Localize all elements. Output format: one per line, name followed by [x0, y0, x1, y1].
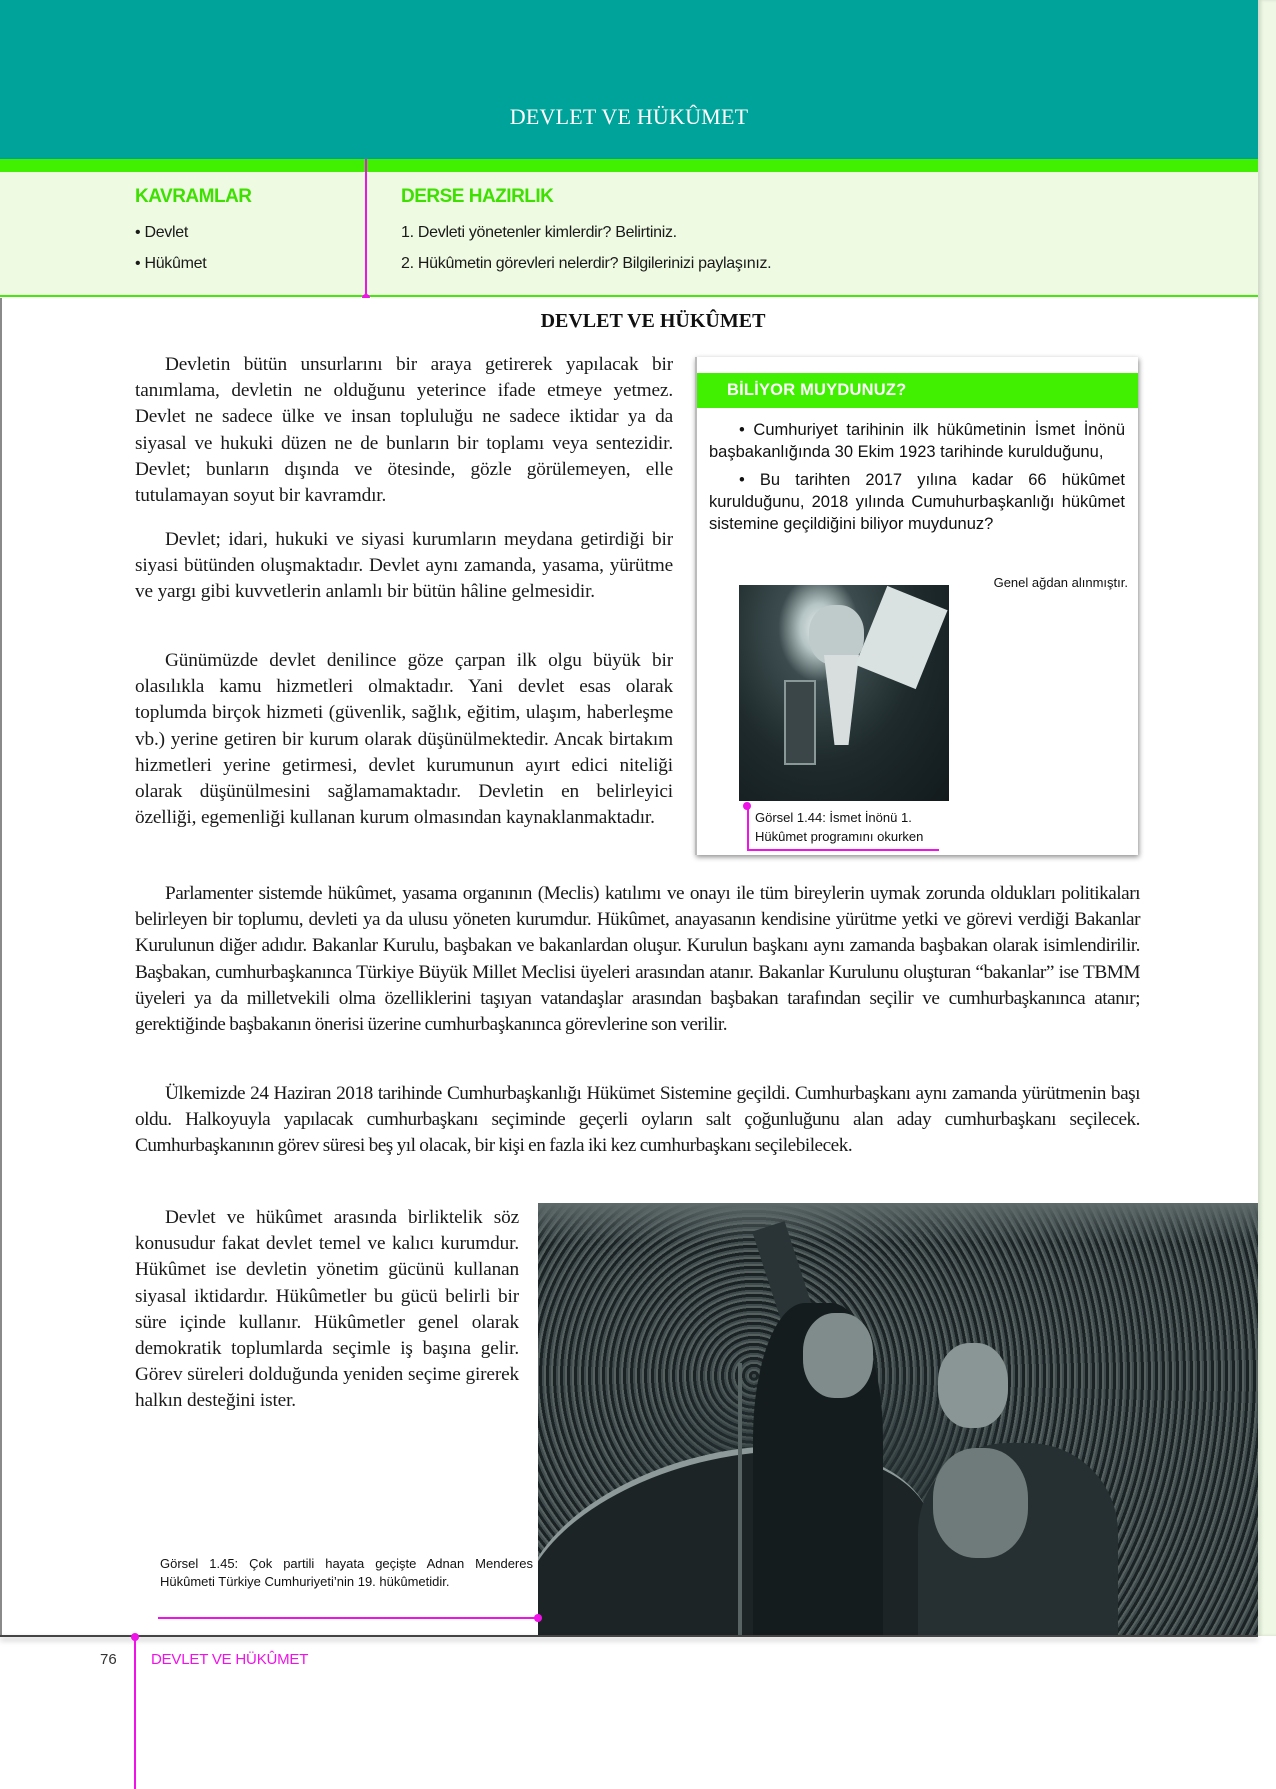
photo-figure — [855, 586, 947, 689]
lesson-prep-title: DERSE HAZIRLIK — [401, 186, 554, 207]
footer-title: DEVLET VE HÜKÛMET — [151, 1651, 309, 1668]
info-item: • Bu tarihten 2017 yılına kadar 66 hükûmet kurulduğunu, 2018 yılında Cumuhurbaşkanlığı hükûmet sistemine geçildiğini biliyor muydunuz? — [709, 471, 1125, 533]
footer-dot — [131, 1633, 139, 1641]
section-heading: DEVLET VE HÜKÛMET — [540, 310, 766, 332]
body-paragraph: Ülkemizde 24 Haziran 2018 tarihinde Cumhurbaşkanlığı Hükümet Sistemine geçildi. Cumhurbaşkanı aynı zamanda yürütmenin başı oldu. Halkoyuyla yapılacak cumhurbaşkanı seçiminde geçerli oyların salt çoğunluğunu alan aday cumhurbaşkanı seçilecek. Cumhurbaşkanının görev süresi beş yıl olacak, bir kişi en fazla iki kez cumhurbaşkanı seçilebilecek. — [135, 1083, 1140, 1157]
did-you-know-text — [709, 419, 1125, 541]
content-bottom-edge — [0, 1635, 1258, 1637]
photo-figure — [538, 1203, 1258, 1243]
body-paragraph: Devlet ve hükûmet arasında birliktelik söz konusudur fakat devlet temel ve kalıcı kurumdur. Hükûmet ise devletin yönetim gücünü kullanan siyasal iktidardır. Hükûmetler bu gücü belirli bir süre içinde kullanır. Hükûmetler genel olarak demokratik toplumlarda seçimle iş başına gelir. Görev süreleri dolduğunda yeniden seçime girerek halkın desteğini ister. — [135, 1207, 519, 1412]
body-paragraph: Devletin bütün unsurlarını bir araya getirerek yapılacak bir tanımlama, devletin ne olduğunu yeterince ifade etmeye yetmez. Devlet ne sadece ülke ve insan topluluğu ne sadece iktidar ya da siyasal ve hukuki düzen ne de bunların bir toplamı veya sentezidir. Devlet; bunların dışında ve ötesinde, gözle görülemeyen, elle tutulamayan soyut bir kavramdır. — [135, 354, 673, 507]
concepts-column — [135, 186, 252, 279]
caption-line — [158, 1617, 538, 1619]
concept-item: • Hükûmet — [135, 255, 207, 272]
figure-caption: Görsel 1.44: İsmet İnönü 1. Hükûmet programını okurken — [747, 806, 939, 851]
did-you-know-box — [695, 357, 1138, 855]
concept-item: • Devlet — [135, 224, 188, 241]
header-green-band — [0, 159, 1258, 172]
page-number: 76 — [100, 1651, 117, 1668]
body-paragraph: Günümüzde devlet denilince göze çarpan ilk olgu büyük bir olasılıkla kamu hizmetleri olmaktadır. Yani devlet esas olarak toplumda birçok hizmeti (güvenlik, sağlık, eğitim, ulaşım, haberleşme vb.) yerine getiren bir kurum olarak düşünülmektedir. Ancak birtakım hizmetleri yerine getirmesi, devlet kurumunun ayırt edici niteliği olarak düşünülmesini sağlamamaktadır. Devletin en belirleyici özelliği, egemenliği kullanan kurum olmasından kaynaklanmaktadır. — [135, 650, 673, 829]
footer-divider-line — [134, 1636, 136, 1789]
photo-figure — [938, 1343, 1008, 1428]
prep-question: 1. Devleti yönetenler kimlerdir? Belirtiniz. — [401, 224, 677, 241]
chapter-title: DEVLET VE HÜKÛMET — [509, 104, 749, 129]
concepts-title: KAVRAMLAR — [135, 186, 252, 207]
info-item: • Cumhuriyet tarihinin ilk hükûmetinin İsmet İnönü başbakanlığında 30 Ekim 1923 tarihinde kurulduğunu, — [709, 421, 1125, 461]
info-source: Genel ağdan alınmıştır. — [993, 575, 1128, 590]
chapter-header — [0, 0, 1258, 159]
did-you-know-title: BİLİYOR MUYDUNUZ? — [697, 373, 1138, 408]
photo-figure — [538, 1406, 961, 1635]
body-paragraph: Parlamenter sistemde hükûmet, yasama organının (Meclis) katılımı ve onayı ile tüm bireylerin uymak zorunda oldukları politikaları belirleyen bir toplumu, devleti ya da ulusu yöneten kurumdur. Hükûmet, anayasanın kendisine yürütme yetki ve görevi verdiği Bakanlar Kurulunun diğer adıdır. Bakanlar Kurulu, başbakan ve bakanlardan oluşur. Kurulun başkanı aynı zamanda başbakan olarak isimlendirilir. Başbakan, cumhurbaşkanınca Türkiye Büyük Millet Meclisi üyeleri arasından atanır. Bakanlar Kurulunu oluşturan “bakanlar” ise TBMM üyeleri ya da milletvekili olma özelliklerini taşıyan vatandaşlar arasından başbakan tarafından seçilir ve cumhurbaşkanınca atanır; gerektiğinde başbakanın önerisi üzerine cumhurbaşkanınca görevlerine son verilir. — [135, 883, 1140, 1036]
photo-figure — [933, 1448, 1028, 1558]
photo-figure — [738, 1363, 742, 1635]
divider-line — [365, 159, 367, 298]
body-paragraph: Devlet; idari, hukuki ve siyasi kurumların meydana getirdiği bir siyasi bütünden oluşmaktadır. Devlet aynı zamanda, yasama, yürütme ve yargı gibi kuvvetlerin anlamlı bir bütün hâline gelmesidir. — [135, 529, 673, 603]
photo-figure — [824, 655, 859, 745]
inonu-photo — [739, 585, 949, 801]
page-edge-strip — [1258, 0, 1276, 1636]
photo-figure — [803, 1313, 873, 1398]
lesson-prep-column — [401, 186, 771, 279]
figure-caption: Görsel 1.45: Çok partili hayata geçişte Adnan Menderes Hükûmeti Türkiye Cumhuriyeti’nin 19. hükûmetidir. — [160, 1556, 533, 1589]
caption-dot — [534, 1614, 542, 1622]
prep-question: 2. Hükûmetin görevleri nelerdir? Bilgilerinizi paylaşınız. — [401, 255, 772, 272]
menderes-photo — [538, 1203, 1258, 1635]
photo-figure — [784, 680, 816, 765]
